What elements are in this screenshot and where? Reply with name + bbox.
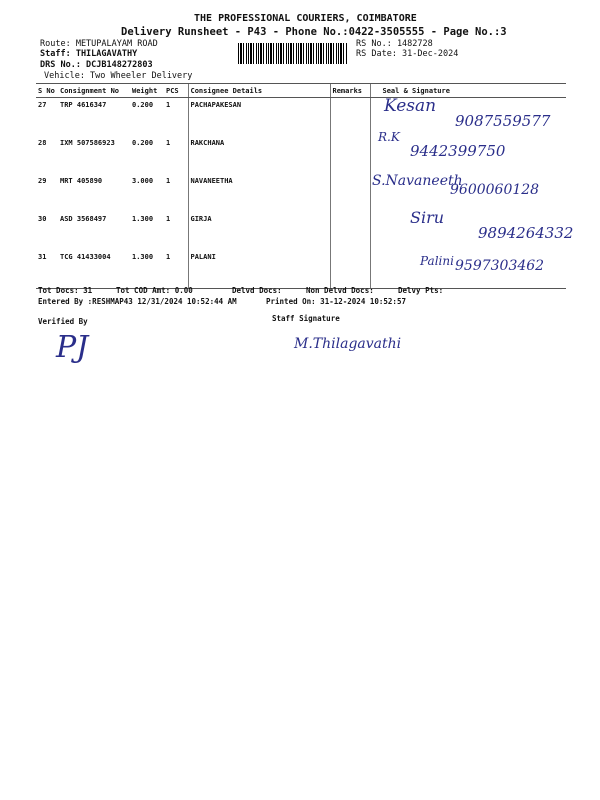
verified-by-label: Verified By [38, 317, 88, 326]
signature-row-31: Palini [420, 254, 454, 268]
cell-sno: 27 [38, 101, 47, 109]
route-label: Route: METUPALAYAM ROAD [40, 39, 158, 49]
col-remarks: Remarks [330, 84, 370, 98]
col-consignment: Consignment No [58, 84, 130, 98]
cell-consignment: MRT 405890 [60, 177, 103, 185]
signature-row-27: Kesan [384, 96, 437, 116]
cell-remarks [330, 250, 370, 289]
signature-row-29: S.Navaneeth [372, 173, 463, 189]
col-signature: Seal & Signature [370, 84, 566, 98]
cell-consignee: PACHAPAKESAN [188, 98, 330, 137]
col-consignee: Consignee Details [188, 84, 330, 98]
company-title: THE PROFESSIONAL COURIERS, COIMBATORE [194, 13, 417, 24]
cell-consignee: RAKCHANA [188, 136, 330, 174]
cell-weight: 1.300 [132, 215, 154, 223]
drs-number: DRS No.: DCJB148272803 [40, 60, 153, 70]
cell-consignee: PALANI [188, 250, 330, 289]
cell-pcs: 1 [166, 177, 171, 185]
total-docs: Tot Docs: 31 [38, 286, 93, 295]
cell-pcs: 1 [166, 101, 171, 109]
signature-row-28: R.K [378, 130, 400, 144]
printed-on: Printed On: 31-12-2024 10:52:57 [266, 297, 406, 306]
col-pcs: PCS [164, 84, 188, 98]
rs-date: RS Date: 31-Dec-2024 [356, 49, 459, 59]
cell-sno: 31 [36, 250, 58, 289]
signature-phone-row-27: 9087559577 [455, 112, 551, 130]
cell-sno: 30 [38, 215, 47, 223]
col-weight: Weight [130, 84, 164, 98]
cell-sno: 28 [38, 139, 47, 147]
barcode [238, 43, 348, 64]
delivered-docs: Delvd Docs: [232, 286, 282, 295]
entered-by: Entered By :RESHMAP43 12/31/2024 10:52:44 AM [38, 297, 237, 306]
total-cod-amount: Tot COD Amt: 0.00 [116, 286, 193, 295]
delivery-points: Delvy Pts: [398, 286, 444, 295]
col-sno: S No [36, 84, 58, 98]
cell-consignee: GIRJA [188, 212, 330, 250]
signature-phone-row-28: 9442399750 [410, 142, 506, 160]
verified-by-signature: PJ [56, 330, 89, 365]
cell-consignment: IXM 507586923 [60, 139, 115, 147]
cell-pcs: 1 [164, 250, 188, 289]
cell-weight: 0.200 [132, 139, 154, 147]
cell-weight: 0.200 [132, 101, 154, 109]
cell-sno: 29 [38, 177, 47, 185]
cell-weight: 3.000 [132, 177, 154, 185]
cell-consignee: NAVANEETHA [188, 174, 330, 212]
cell-pcs: 1 [166, 139, 171, 147]
rs-number: RS No.: 1482728 [356, 39, 433, 49]
cell-consignment: TRP 4616347 [60, 101, 107, 109]
staff-label: Staff: THILAGAVATHY [40, 49, 138, 59]
cell-remarks [330, 98, 370, 137]
staff-signature: M.Thilagavathi [294, 336, 402, 352]
cell-consignment: TCG 41433004 [58, 250, 130, 289]
signature-row-30: Siru [410, 208, 445, 227]
table-header-row [36, 84, 566, 98]
cell-remarks [330, 174, 370, 212]
signature-phone-row-31: 9597303462 [455, 258, 545, 274]
signature-phone-row-29: 9600060128 [450, 182, 540, 198]
signature-phone-row-30: 9894264332 [478, 224, 574, 242]
cell-remarks [330, 136, 370, 174]
non-delivered-docs: Non Delvd Docs: [306, 286, 374, 295]
vehicle-label: Vehicle: Two Wheeler Delivery [44, 71, 193, 81]
runsheet-title: Delivery Runsheet - P43 - Phone No.:0422-3505555 - Page No.:3 [121, 26, 507, 38]
cell-consignment: ASD 3568497 [60, 215, 107, 223]
staff-signature-label: Staff Signature [272, 314, 340, 323]
cell-pcs: 1 [166, 215, 171, 223]
cell-remarks [330, 212, 370, 250]
cell-weight: 1.300 [130, 250, 164, 289]
